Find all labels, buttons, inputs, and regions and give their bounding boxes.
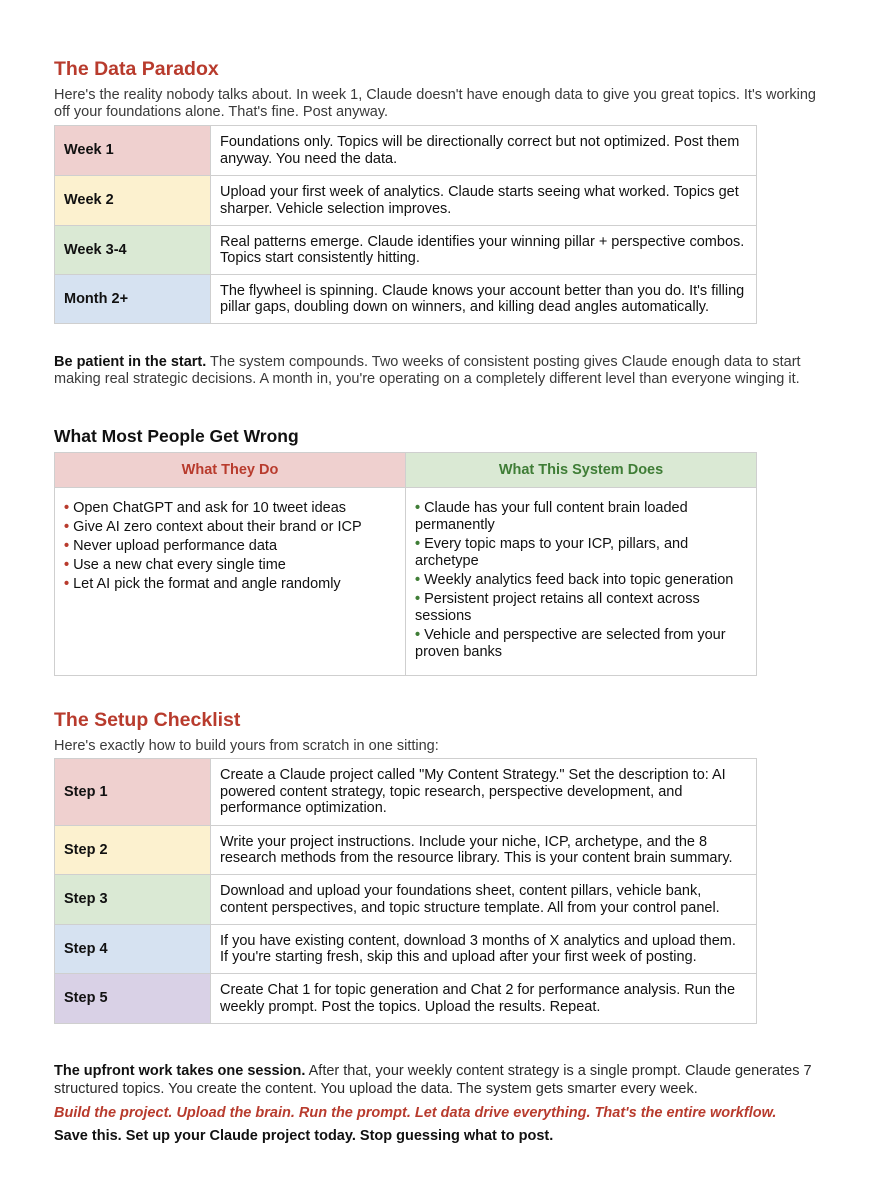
wrong-title: What Most People Get Wrong <box>54 426 299 446</box>
bullet-icon: • <box>415 627 421 643</box>
bullet-icon: • <box>64 576 70 592</box>
bullet-icon: • <box>415 591 421 607</box>
bullet-icon: • <box>415 572 421 588</box>
list-item: • Weekly analytics feed back into topic generation <box>415 572 734 588</box>
upfront-bold: The upfront work takes one session. <box>54 1063 306 1079</box>
table-row <box>55 759 757 826</box>
bullet-icon: • <box>415 536 421 552</box>
row-label-week-2: Week 2 <box>55 176 211 226</box>
checklist-intro: Here's exactly how to build yours from scratch in one sitting: <box>54 738 439 754</box>
bullet-icon: • <box>64 538 70 554</box>
step-label-5: Step 5 <box>55 974 211 1024</box>
row-text-week-2: Upload your first week of analytics. Claude starts seeing what worked. Topics get sharper. Vehicle selection improves. <box>211 176 757 226</box>
tagline: Build the project. Upload the brain. Run the prompt. Let data drive everything. That's the entire workflow. <box>54 1105 777 1121</box>
patience-bold: Be patient in the start. <box>54 354 207 370</box>
what-they-do-list <box>64 500 395 593</box>
row-label-week-3-4: Week 3-4 <box>55 226 211 275</box>
table-row <box>55 875 757 925</box>
list-item: • Vehicle and perspective are selected from your proven banks <box>415 627 726 660</box>
what-system-does-header: What This System Does <box>406 453 757 488</box>
upfront-paragraph <box>54 1062 844 1098</box>
list-item: • Claude has your full content brain loaded permanently <box>415 500 688 533</box>
list-item: • Every topic maps to your ICP, pillars, and archetype <box>415 536 689 569</box>
what-system-does-list <box>415 500 746 661</box>
bullet-icon: • <box>415 500 421 516</box>
step-text-1: Create a Claude project called "My Content Strategy." Set the description to: AI powered content strategy, topic research, perspective development, and performance optimization. <box>211 759 757 826</box>
table-row <box>55 176 757 226</box>
table-row <box>55 974 757 1024</box>
step-text-4: If you have existing content, download 3 months of X analytics and upload them. If you're starting fresh, skip this and upload after your first week of posting. <box>211 925 757 974</box>
row-label-month-2: Month 2+ <box>55 275 211 324</box>
row-text-month-2: The flywheel is spinning. Claude knows your account better than you do. It's filling pillar gaps, doubling down on winners, and killing dead angles automatically. <box>211 275 757 324</box>
bullet-icon: • <box>64 519 70 535</box>
bullet-icon: • <box>64 557 70 573</box>
list-item: • Use a new chat every single time <box>64 557 286 573</box>
what-they-do-header: What They Do <box>55 453 406 488</box>
checklist-title: The Setup Checklist <box>54 709 241 731</box>
data-paradox-intro: Here's the reality nobody talks about. In week 1, Claude doesn't have enough data to give you great topics. It's working off your foundations alone. That's fine. Post anyway. <box>54 87 816 120</box>
row-text-week-1: Foundations only. Topics will be directionally correct but not optimized. Post them anyway. You need the data. <box>211 126 757 176</box>
patience-paragraph <box>54 354 824 388</box>
upfront-text: After that, your weekly content strategy is a single prompt. Claude generates 7 structured topics. You create the content. You upload the data. The system gets smarter every week. <box>54 1063 812 1097</box>
table-row <box>55 826 757 875</box>
bullet-icon: • <box>64 500 70 516</box>
list-item: • Give AI zero context about their brand or ICP <box>64 519 362 535</box>
patience-text: The system compounds. Two weeks of consistent posting gives Claude enough data to start making real strategic decisions. A month in, you're operating on a completely different level than everyone winging it. <box>54 354 801 387</box>
step-label-1: Step 1 <box>55 759 211 826</box>
step-label-4: Step 4 <box>55 925 211 974</box>
step-text-2: Write your project instructions. Include your niche, ICP, archetype, and the 8 research methods from the resource library. This is your content brain summary. <box>211 826 757 875</box>
step-text-3: Download and upload your foundations sheet, content pillars, vehicle bank, content perspectives, and topic structure template. All from your control panel. <box>211 875 757 925</box>
step-label-3: Step 3 <box>55 875 211 925</box>
list-item: • Open ChatGPT and ask for 10 tweet ideas <box>64 500 347 516</box>
row-text-week-3-4: Real patterns emerge. Claude identifies your winning pillar + perspective combos. Topics start consistently hitting. <box>211 226 757 275</box>
row-label-week-1: Week 1 <box>55 126 211 176</box>
list-item: • Persistent project retains all context across sessions <box>415 591 700 624</box>
data-paradox-table <box>54 125 757 324</box>
list-item: • Never upload performance data <box>64 538 278 554</box>
checklist-table <box>54 758 757 1024</box>
what-system-does-cell <box>406 488 757 676</box>
call-to-action: Save this. Set up your Claude project today. Stop guessing what to post. <box>54 1128 554 1144</box>
data-paradox-title: The Data Paradox <box>54 58 219 80</box>
what-they-do-cell <box>55 488 406 676</box>
table-row <box>55 925 757 974</box>
list-item: • Let AI pick the format and angle randomly <box>64 576 341 592</box>
table-row <box>55 226 757 275</box>
comparison-table <box>54 452 757 676</box>
table-row <box>55 126 757 176</box>
step-label-2: Step 2 <box>55 826 211 875</box>
step-text-5: Create Chat 1 for topic generation and Chat 2 for performance analysis. Run the weekly prompt. Post the topics. Upload the results. Repeat. <box>211 974 757 1024</box>
table-row <box>55 275 757 324</box>
